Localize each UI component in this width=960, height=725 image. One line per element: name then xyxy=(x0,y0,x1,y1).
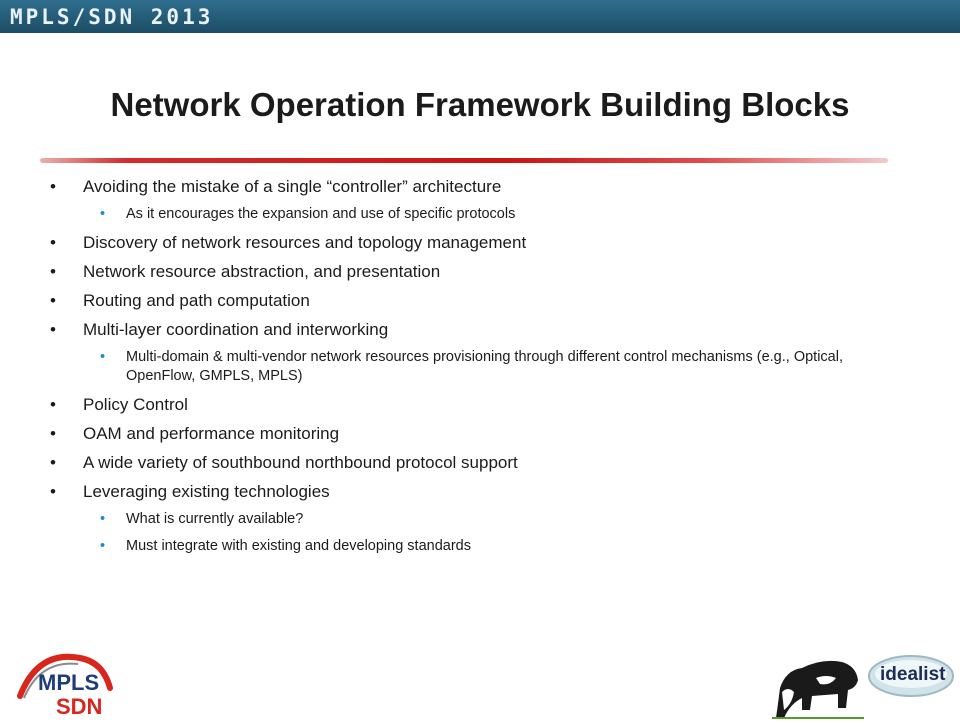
logo-mpls-text: MPLS xyxy=(38,670,100,695)
idealist-text: idealist xyxy=(880,664,946,685)
bullet-text: OAM and performance monitoring xyxy=(83,424,340,443)
sub-bullet-text: Must integrate with existing and developing standards xyxy=(126,538,471,554)
bullet-item: • OAM and performance monitoring xyxy=(50,424,340,443)
bullet-text: A wide variety of southbound northbound protocol support xyxy=(83,453,518,472)
idealist-logo xyxy=(866,650,956,700)
bullet-text: Multi-layer coordination and interworking xyxy=(83,320,389,339)
mpls-sdn-logo xyxy=(8,648,128,718)
bullet-text: Network resource abstraction, and presentation xyxy=(83,262,441,281)
sub-bullet-text: As it encourages the expansion and use of specific protocols xyxy=(126,206,516,222)
sub-bullet-item: • As it encourages the expansion and use of specific protocols xyxy=(100,206,516,222)
sub-bullet-item: • Multi-domain & multi-vendor network resources provisioning through different control mechanisms (e.g., Optical, OpenFlow, GMPLS, MPLS) xyxy=(100,349,843,384)
bullet-item: • Leveraging existing technologies xyxy=(50,482,330,501)
sheepdog-icon xyxy=(772,648,864,720)
header-bar xyxy=(0,0,960,33)
sub-bullet-item: • What is currently available? xyxy=(100,511,304,527)
bullet-text: Avoiding the mistake of a single “controller” architecture xyxy=(83,177,502,196)
bullet-item: • Routing and path computation xyxy=(50,291,310,310)
logo-sdn-text: SDN xyxy=(56,694,103,719)
event-label: MPLS/SDN 2013 xyxy=(10,5,214,29)
bullet-item: • A wide variety of southbound northbound protocol support xyxy=(50,453,518,472)
bullet-list xyxy=(50,176,910,564)
bullet-item: • Policy Control xyxy=(50,395,188,414)
bullet-item: • Multi-layer coordination and interworking xyxy=(50,320,389,339)
sub-bullet-item: • Must integrate with existing and developing standards xyxy=(100,538,471,554)
bullet-text: Policy Control xyxy=(83,395,188,414)
sub-bullet-text: Multi-domain & multi-vendor network resources provisioning through different control mechanisms (e.g., Optical, OpenFlow, GMPLS, MPLS) xyxy=(126,349,843,384)
title-underline xyxy=(40,158,888,163)
bullet-item: • Network resource abstraction, and presentation xyxy=(50,262,441,281)
bullet-item: • Discovery of network resources and topology management xyxy=(50,233,527,252)
slide-title: Network Operation Framework Building Blocks xyxy=(110,86,850,123)
bullet-text: Discovery of network resources and topology management xyxy=(83,233,527,252)
sub-bullet-text: What is currently available? xyxy=(126,511,304,527)
bullet-text: Leveraging existing technologies xyxy=(83,482,330,501)
bullet-text: Routing and path computation xyxy=(83,291,310,310)
bullet-item: • Avoiding the mistake of a single “controller” architecture xyxy=(50,177,502,196)
